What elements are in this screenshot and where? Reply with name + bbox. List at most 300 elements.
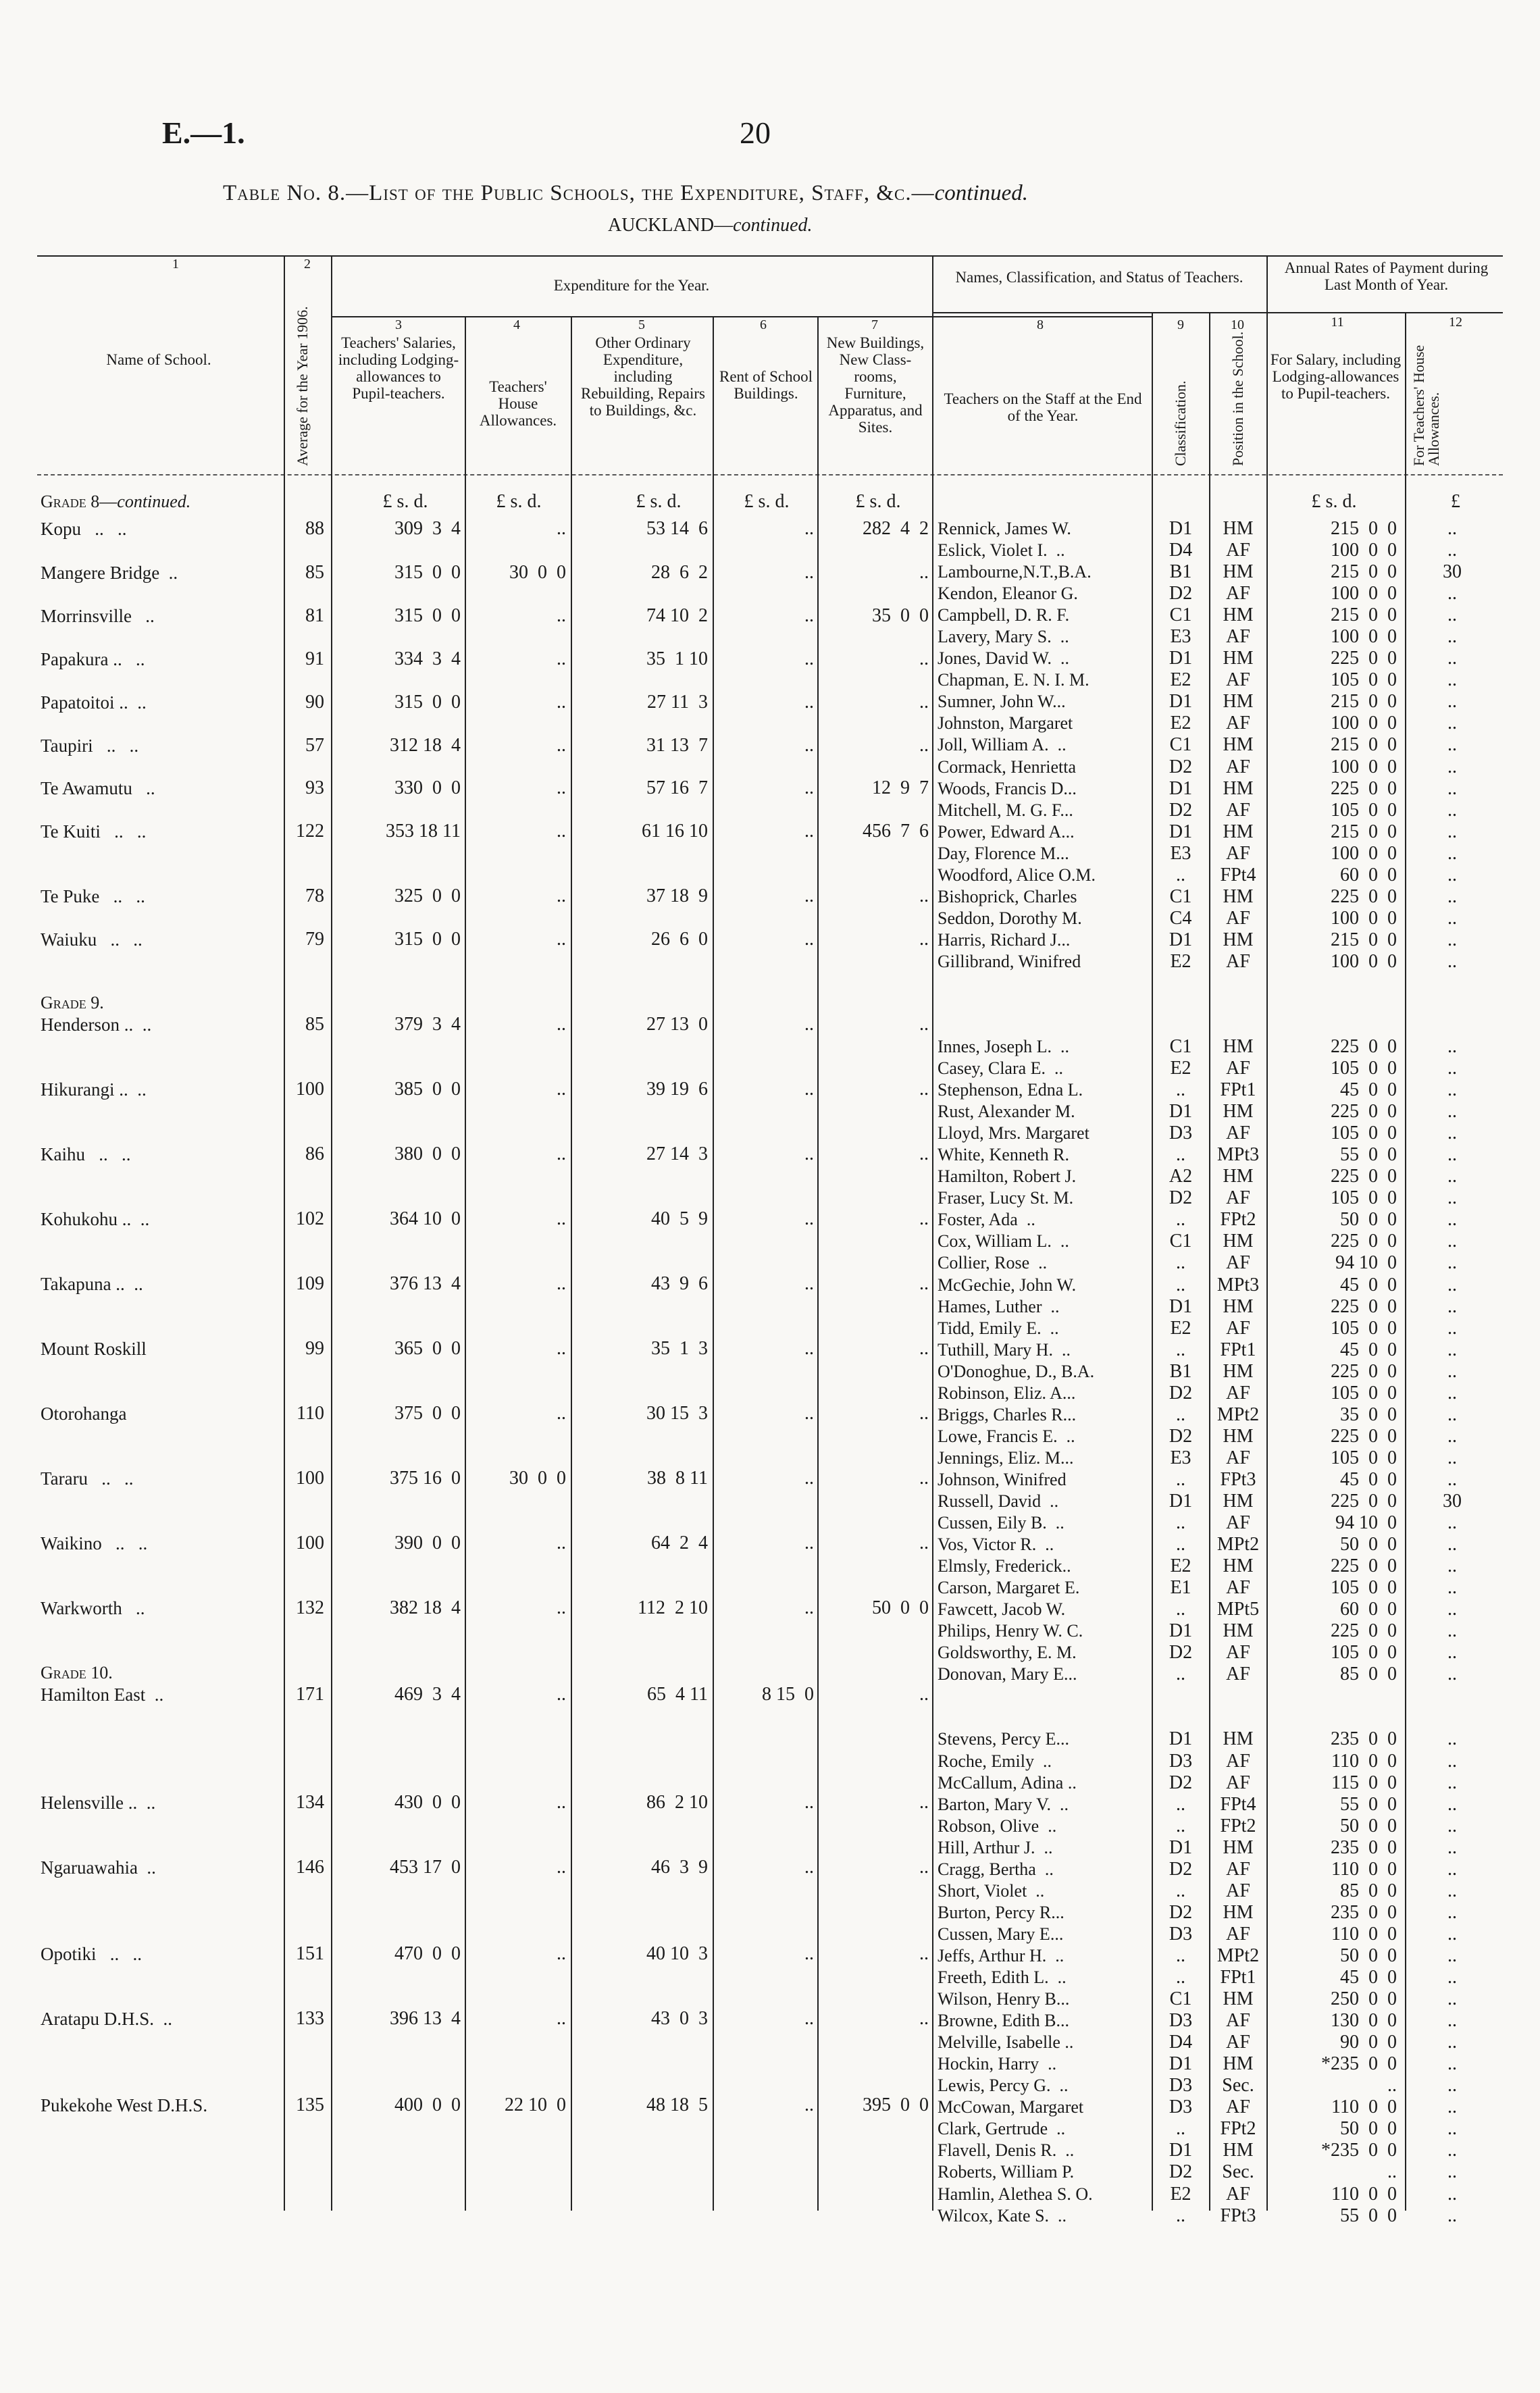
teacher-house-allowance: 30 <box>1443 562 1462 582</box>
teacher-name: Short, Violet .. <box>938 1881 1045 1901</box>
teacher-classification: D2 <box>1169 1383 1193 1404</box>
teacher-name: Jones, David W. .. <box>938 648 1069 668</box>
teacher-house-allowance: .. <box>1447 1643 1457 1663</box>
col2-header: Average for the Year 1906. <box>294 306 311 466</box>
title-prefix: Table No. 8.— <box>223 181 369 205</box>
teacher-salary: 45 0 0 <box>1340 1080 1397 1100</box>
school-rent: .. <box>804 1273 814 1294</box>
teacher-house-allowance: .. <box>1447 1275 1457 1295</box>
school-name: Te Kuiti .. .. <box>41 821 147 842</box>
school-house: .. <box>557 1533 566 1553</box>
teacher-position: FPt4 <box>1220 865 1256 885</box>
teacher-house-allowance: .. <box>1447 822 1457 842</box>
teacher-name: Cussen, Mary E... <box>938 1924 1064 1944</box>
teacher-salary: 100 0 0 <box>1331 908 1397 929</box>
teacher-salary: 225 0 0 <box>1331 1362 1397 1382</box>
teacher-salary: 105 0 0 <box>1331 1448 1397 1468</box>
rule-teachers <box>932 312 1266 313</box>
school-name: Morrinsville .. <box>41 606 155 626</box>
school-avg: 100 <box>296 1468 324 1489</box>
teacher-name: Robinson, Eliz. A... <box>938 1383 1076 1403</box>
teacher-classification: D2 <box>1169 757 1193 777</box>
school-sal: 400 0 0 <box>394 2094 461 2115</box>
teacher-salary: 110 0 0 <box>1331 1924 1397 1945</box>
teacher-house-allowance: .. <box>1447 1102 1457 1122</box>
teacher-name: Browne, Edith B... <box>938 2011 1069 2030</box>
school-sal: 453 17 0 <box>390 1857 461 1878</box>
teacher-name: Woods, Francis D... <box>938 779 1077 798</box>
teacher-name: Cussen, Eily B. .. <box>938 1513 1064 1533</box>
teacher-name: Jennings, Eliz. M... <box>938 1448 1074 1468</box>
teacher-house-allowance: .. <box>1447 2097 1457 2117</box>
teacher-position: AF <box>1226 757 1250 777</box>
table-title <box>223 181 1028 206</box>
teacher-house-allowance: .. <box>1447 1231 1457 1252</box>
school-newb: .. <box>919 562 929 583</box>
school-newb: 456 7 6 <box>863 821 929 842</box>
teacher-classification: .. <box>1176 1513 1185 1533</box>
teacher-classification: E3 <box>1170 844 1191 864</box>
school-newb: .. <box>919 1208 929 1229</box>
school-other: 40 10 3 <box>646 1943 708 1964</box>
teacher-name: Fraser, Lucy St. M. <box>938 1188 1074 1208</box>
school-newb: .. <box>919 1533 929 1553</box>
teacher-salary: 225 0 0 <box>1331 1166 1397 1187</box>
school-avg: 132 <box>296 1597 324 1618</box>
teacher-salary: 94 10 0 <box>1335 1513 1397 1533</box>
teacher-classification: E1 <box>1170 1578 1191 1598</box>
school-other: 57 16 7 <box>646 777 708 798</box>
teacher-salary: 225 0 0 <box>1331 1556 1397 1576</box>
teacher-position: AF <box>1226 2032 1250 2053</box>
teacher-name: Seddon, Dorothy M. <box>938 908 1082 928</box>
teacher-classification: A2 <box>1169 1166 1193 1187</box>
teacher-salary: 215 0 0 <box>1331 930 1397 950</box>
school-rent: .. <box>804 2008 814 2029</box>
teacher-house-allowance: .. <box>1447 1188 1457 1208</box>
teacher-position: HM <box>1223 605 1254 625</box>
teacher-classification: D2 <box>1169 800 1193 821</box>
teacher-salary: 105 0 0 <box>1331 1058 1397 1079</box>
teacher-house-allowance: .. <box>1447 1881 1457 1901</box>
school-house: .. <box>557 605 566 626</box>
teacher-classification: C1 <box>1169 1231 1192 1252</box>
school-name: Pukekohe West D.H.S. <box>41 2095 208 2115</box>
school-avg: 146 <box>296 1857 324 1878</box>
school-other: 43 9 6 <box>651 1273 708 1294</box>
school-house: .. <box>557 1857 566 1878</box>
teacher-salary: 110 0 0 <box>1331 2097 1397 2117</box>
school-rent: .. <box>804 1857 814 1878</box>
school-sal: 376 13 4 <box>390 1273 461 1294</box>
teacher-salary: 105 0 0 <box>1331 670 1397 690</box>
teacher-classification: E2 <box>1170 713 1191 734</box>
teacher-house-allowance: .. <box>1447 1773 1457 1793</box>
school-avg: 79 <box>305 929 324 950</box>
teacher-classification: D1 <box>1169 2054 1193 2074</box>
teacher-position: AF <box>1226 1188 1250 1208</box>
teacher-name: Harris, Richard J... <box>938 930 1071 950</box>
school-house: .. <box>557 1792 566 1813</box>
teacher-classification: .. <box>1176 1967 1185 1988</box>
teacher-classification: D3 <box>1169 2076 1193 2096</box>
teacher-position: AF <box>1226 1664 1250 1684</box>
teacher-salary: 45 0 0 <box>1340 1967 1397 1988</box>
teacher-position: FPt3 <box>1220 1470 1256 1490</box>
teacher-name: Rennick, James W. <box>938 519 1071 538</box>
teacher-house-allowance: .. <box>1447 2054 1457 2074</box>
teacher-name: Melville, Isabelle .. <box>938 2032 1074 2052</box>
school-name: Tararu .. .. <box>41 1468 134 1489</box>
col11-header: For Salary, including Lodging-allowances to Pupil-teachers. <box>1270 351 1402 402</box>
school-newb: .. <box>919 692 929 713</box>
teacher-name: Donovan, Mary E... <box>938 1664 1077 1684</box>
teacher-classification: E2 <box>1170 952 1191 972</box>
teacher-classification: D2 <box>1169 1426 1193 1447</box>
teacher-salary: 225 0 0 <box>1331 1297 1397 1317</box>
teacher-name: Stevens, Percy E... <box>938 1729 1069 1749</box>
teacher-position: AF <box>1226 627 1250 647</box>
school-name: Mangere Bridge .. <box>41 563 178 583</box>
teacher-classification: E3 <box>1170 627 1191 647</box>
teacher-house-allowance: .. <box>1447 1145 1457 1165</box>
teacher-name: Stephenson, Edna L. <box>938 1080 1083 1100</box>
col1-header: Name of School. <box>106 351 211 368</box>
teacher-position: AF <box>1226 1924 1250 1945</box>
teacher-house-allowance: .. <box>1447 1556 1457 1576</box>
school-avg: 78 <box>305 885 324 906</box>
teacher-position: HM <box>1223 1556 1254 1576</box>
teacher-house-allowance: .. <box>1447 1123 1457 1143</box>
school-newb: 282 4 2 <box>863 518 929 539</box>
teacher-position: HM <box>1223 1989 1254 2009</box>
teacher-classification: B1 <box>1169 562 1192 582</box>
teacher-salary: 225 0 0 <box>1331 1037 1397 1057</box>
teacher-house-allowance: .. <box>1447 865 1457 885</box>
teacher-house-allowance: 30 <box>1443 1491 1462 1512</box>
teacher-position: HM <box>1223 648 1254 669</box>
school-other: 35 1 10 <box>646 648 708 669</box>
teacher-classification: E3 <box>1170 1448 1191 1468</box>
school-newb: .. <box>919 1273 929 1294</box>
teacher-house-allowance: .. <box>1447 1816 1457 1836</box>
school-avg: 102 <box>296 1208 324 1229</box>
school-house: .. <box>557 1943 566 1964</box>
teacher-salary: 225 0 0 <box>1331 648 1397 669</box>
teacher-position: HM <box>1223 1426 1254 1447</box>
teacher-position: MPt3 <box>1216 1145 1260 1165</box>
teacher-position: HM <box>1223 1621 1254 1641</box>
school-name: Hamilton East .. <box>41 1684 164 1705</box>
school-name: Te Awamutu .. <box>41 778 155 798</box>
school-other: 48 18 5 <box>646 2094 708 2115</box>
teacher-name: Wilcox, Kate S. .. <box>938 2206 1067 2225</box>
teacher-classification: .. <box>1176 1080 1185 1100</box>
teacher-position: HM <box>1223 930 1254 950</box>
teacher-position: FPt1 <box>1220 1340 1256 1360</box>
vline-5 <box>713 316 714 2211</box>
teacher-salary: 235 0 0 <box>1331 1729 1397 1749</box>
school-other: 35 1 3 <box>651 1338 708 1359</box>
school-rent: .. <box>804 1338 814 1359</box>
teacher-position: AF <box>1226 952 1250 972</box>
teacher-classification: D3 <box>1169 2011 1193 2031</box>
school-avg: 90 <box>305 692 324 713</box>
teacher-salary: 225 0 0 <box>1331 779 1397 799</box>
teacher-name: Roche, Emily .. <box>938 1751 1052 1771</box>
school-other: 37 18 9 <box>646 885 708 906</box>
teacher-salary: 100 0 0 <box>1331 952 1397 972</box>
teacher-salary: 110 0 0 <box>1331 1751 1397 1772</box>
title-main: List of the Public Schools, the Expenditure, Staff, &c.— <box>369 181 935 205</box>
teacher-house-allowance: .. <box>1447 1318 1457 1339</box>
teacher-name: Carson, Margaret E. <box>938 1578 1080 1597</box>
school-newb: .. <box>919 1684 929 1705</box>
teacher-classification: C1 <box>1169 1989 1192 2009</box>
expenditure-group-header: Expenditure for the Year. <box>553 277 710 294</box>
teacher-classification: C1 <box>1169 887 1192 907</box>
teacher-classification: D2 <box>1169 1643 1193 1663</box>
teacher-house-allowance: .. <box>1447 1058 1457 1079</box>
col12-number: 12 <box>1449 315 1462 330</box>
teacher-house-allowance: .. <box>1447 1080 1457 1100</box>
school-house: .. <box>557 2008 566 2029</box>
teacher-position: MPt2 <box>1216 1946 1260 1966</box>
teacher-classification: .. <box>1176 1881 1185 1901</box>
school-newb: .. <box>919 1943 929 1964</box>
school-other: 74 10 2 <box>646 605 708 626</box>
col12-header: For Teachers' House Allowances. <box>1410 344 1442 466</box>
grade-label: Grade 9. <box>41 993 104 1012</box>
school-name: Mount Roskill <box>41 1339 147 1359</box>
teacher-classification: D1 <box>1169 822 1193 842</box>
school-name: Papakura .. .. <box>41 649 145 669</box>
teacher-position: HM <box>1223 1166 1254 1187</box>
school-avg: 81 <box>305 605 324 626</box>
school-avg: 85 <box>305 1014 324 1035</box>
teacher-house-allowance: .. <box>1447 1946 1457 1966</box>
school-house: .. <box>557 929 566 950</box>
teacher-position: AF <box>1226 1859 1250 1880</box>
teacher-classification: D1 <box>1169 1838 1193 1858</box>
vline-8 <box>1152 312 1153 2211</box>
teacher-salary: 50 0 0 <box>1340 1210 1397 1230</box>
school-rent: .. <box>804 885 814 906</box>
teacher-classification: D1 <box>1169 779 1193 799</box>
teacher-position: AF <box>1226 1751 1250 1772</box>
teacher-salary: 90 0 0 <box>1340 2032 1397 2053</box>
teacher-classification: .. <box>1176 1340 1185 1360</box>
teacher-house-allowance: .. <box>1447 2032 1457 2053</box>
teacher-classification: .. <box>1176 1664 1185 1684</box>
teacher-house-allowance: .. <box>1447 1664 1457 1684</box>
school-name: Waiuku .. .. <box>41 929 143 950</box>
teacher-salary: 110 0 0 <box>1331 1859 1397 1880</box>
school-other: 27 11 3 <box>647 692 708 713</box>
teacher-position: AF <box>1226 1058 1250 1079</box>
school-avg: 122 <box>296 821 324 842</box>
school-rent: .. <box>804 735 814 756</box>
col3-number: 3 <box>395 317 402 332</box>
teacher-position: HM <box>1223 562 1254 582</box>
teacher-house-allowance: .. <box>1447 1362 1457 1382</box>
teacher-name: Vos, Victor R. .. <box>938 1535 1054 1554</box>
teacher-classification: D4 <box>1169 540 1193 561</box>
teacher-house-allowance: .. <box>1447 1426 1457 1447</box>
teacher-position: AF <box>1226 1123 1250 1143</box>
teacher-position: AF <box>1226 713 1250 734</box>
teacher-classification: D1 <box>1169 1621 1193 1641</box>
school-name: Kohukohu .. .. <box>41 1209 150 1229</box>
teacher-house-allowance: .. <box>1447 1405 1457 1425</box>
teacher-classification: E2 <box>1170 1318 1191 1339</box>
school-other: 46 3 9 <box>651 1857 708 1878</box>
teacher-classification: D2 <box>1169 584 1193 604</box>
teacher-salary: 45 0 0 <box>1340 1340 1397 1360</box>
school-sal: 390 0 0 <box>394 1533 461 1553</box>
teacher-name: Goldsworthy, E. M. <box>938 1643 1077 1662</box>
teacher-house-allowance: .. <box>1447 2140 1457 2161</box>
school-rent: .. <box>804 518 814 539</box>
teacher-classification: .. <box>1176 1253 1185 1273</box>
col8-number: 8 <box>1037 317 1044 332</box>
teacher-house-allowance: .. <box>1447 887 1457 907</box>
school-name: Te Puke .. .. <box>41 886 145 906</box>
teacher-salary: 100 0 0 <box>1331 757 1397 777</box>
school-other: 28 6 2 <box>651 562 708 583</box>
school-other: 31 13 7 <box>646 735 708 756</box>
teacher-house-allowance: .. <box>1447 735 1457 755</box>
school-avg: 57 <box>305 735 324 756</box>
teacher-position: AF <box>1226 1513 1250 1533</box>
teacher-name: Russell, David .. <box>938 1491 1059 1511</box>
teacher-house-allowance: .. <box>1447 1340 1457 1360</box>
school-newb: 35 0 0 <box>872 605 929 626</box>
teacher-position: AF <box>1226 844 1250 864</box>
teacher-name: Roberts, William P. <box>938 2162 1075 2182</box>
school-sal: 470 0 0 <box>394 1943 461 1964</box>
teacher-name: Innes, Joseph L. .. <box>938 1037 1069 1056</box>
school-house: 22 10 0 <box>505 2094 566 2115</box>
teacher-name: Woodford, Alice O.M. <box>938 865 1096 885</box>
teacher-salary: 225 0 0 <box>1331 1426 1397 1447</box>
vline-3 <box>465 316 466 2211</box>
school-other: 30 15 3 <box>646 1403 708 1424</box>
teacher-salary: 130 0 0 <box>1331 2011 1397 2031</box>
teacher-name: Day, Florence M... <box>938 844 1069 863</box>
school-sal: 365 0 0 <box>394 1338 461 1359</box>
teacher-salary: 100 0 0 <box>1331 584 1397 604</box>
teacher-salary: 215 0 0 <box>1331 822 1397 842</box>
teacher-classification: D1 <box>1169 692 1193 712</box>
report-reference: E.—1. <box>162 115 245 150</box>
school-avg: 171 <box>296 1684 324 1705</box>
teacher-classification: D3 <box>1169 1751 1193 1772</box>
teacher-classification: D2 <box>1169 1859 1193 1880</box>
school-other: 65 4 11 <box>647 1684 708 1705</box>
school-name: Aratapu D.H.S. .. <box>41 2009 172 2029</box>
teacher-name: White, Kenneth R. <box>938 1145 1069 1164</box>
teacher-name: Hamilton, Robert J. <box>938 1166 1077 1186</box>
teachers-group-header: Names, Classification, and Status of Teachers. <box>955 269 1243 286</box>
grade-label: Grade 10. <box>41 1663 113 1682</box>
teacher-salary: 225 0 0 <box>1331 1102 1397 1122</box>
teacher-classification: C4 <box>1169 908 1192 929</box>
teacher-name: Freeth, Edith L. .. <box>938 1967 1067 1987</box>
teacher-salary: .. <box>1387 2162 1397 2182</box>
teacher-position: HM <box>1223 1231 1254 1252</box>
school-sal: 315 0 0 <box>394 605 461 626</box>
col10-header: Position in the School. <box>1229 331 1246 466</box>
teacher-classification: .. <box>1176 1145 1185 1165</box>
school-other: 26 6 0 <box>651 929 708 950</box>
currency-c7: £ s. d. <box>855 491 901 512</box>
teacher-classification: D3 <box>1169 1924 1193 1945</box>
school-avg: 134 <box>296 1792 324 1813</box>
teacher-classification: D1 <box>1169 1297 1193 1317</box>
col5-number: 5 <box>638 317 645 332</box>
school-other: 40 5 9 <box>651 1208 708 1229</box>
teacher-classification: .. <box>1176 1816 1185 1836</box>
school-other: 43 0 3 <box>651 2008 708 2029</box>
teacher-house-allowance: .. <box>1447 2162 1457 2182</box>
teacher-classification: E2 <box>1170 670 1191 690</box>
school-rent: .. <box>804 692 814 713</box>
teacher-classification: E2 <box>1170 1556 1191 1576</box>
school-avg: 86 <box>305 1143 324 1164</box>
teacher-house-allowance: .. <box>1447 844 1457 864</box>
teacher-house-allowance: .. <box>1447 1513 1457 1533</box>
teacher-salary: 225 0 0 <box>1331 887 1397 907</box>
school-sal: 315 0 0 <box>394 562 461 583</box>
teacher-salary: 100 0 0 <box>1331 713 1397 734</box>
teacher-salary: 100 0 0 <box>1331 844 1397 864</box>
teacher-salary: 85 0 0 <box>1340 1881 1397 1901</box>
school-newb: 395 0 0 <box>863 2094 929 2115</box>
teacher-salary: 235 0 0 <box>1331 1903 1397 1923</box>
school-name: Kopu .. .. <box>41 519 127 539</box>
teacher-house-allowance: .. <box>1447 584 1457 604</box>
school-avg: 91 <box>305 648 324 669</box>
teacher-classification: D2 <box>1169 1903 1193 1923</box>
teacher-house-allowance: .. <box>1447 1795 1457 1815</box>
school-sal: 382 18 4 <box>390 1597 461 1618</box>
teacher-position: HM <box>1223 1491 1254 1512</box>
teacher-position: HM <box>1223 692 1254 712</box>
teacher-house-allowance: .. <box>1447 2206 1457 2226</box>
school-rent: .. <box>804 821 814 842</box>
teacher-classification: D1 <box>1169 1491 1193 1512</box>
school-avg: 88 <box>305 518 324 539</box>
school-house: .. <box>557 1684 566 1705</box>
teacher-position: AF <box>1226 584 1250 604</box>
teacher-position: AF <box>1226 670 1250 690</box>
teacher-house-allowance: .. <box>1447 1729 1457 1749</box>
teacher-house-allowance: .. <box>1447 1383 1457 1404</box>
school-sal: 385 0 0 <box>394 1079 461 1100</box>
currency-c11: £ s. d. <box>1311 491 1357 512</box>
teacher-salary: 225 0 0 <box>1331 1621 1397 1641</box>
school-house: .. <box>557 692 566 713</box>
school-house: .. <box>557 1273 566 1294</box>
teacher-name: Lambourne,N.T.,B.A. <box>938 562 1092 582</box>
teacher-house-allowance: .. <box>1447 2184 1457 2205</box>
school-house: .. <box>557 735 566 756</box>
grade-8-suffix: continued. <box>117 492 191 511</box>
teacher-house-allowance: .. <box>1447 1924 1457 1945</box>
school-avg: 151 <box>296 1943 324 1964</box>
school-newb: .. <box>919 2008 929 2029</box>
